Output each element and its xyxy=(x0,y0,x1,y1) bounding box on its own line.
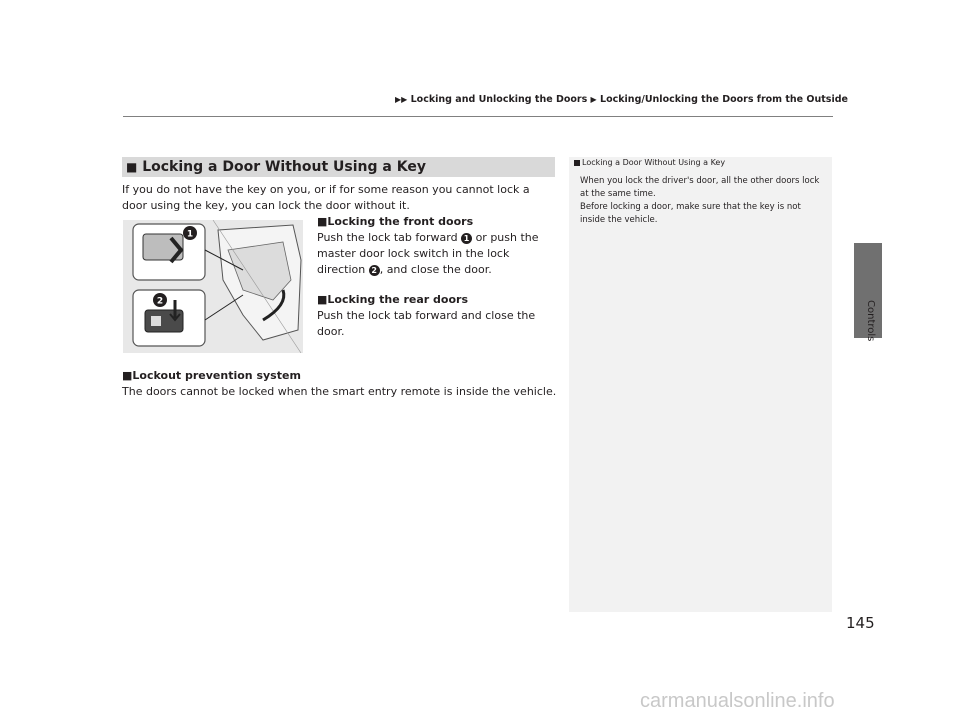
intro-paragraph: If you do not have the key on you, or if for some reason you cannot lock a door using the key, you can lock the door without it. xyxy=(122,183,530,212)
front-doors-block xyxy=(317,214,557,278)
step-2-badge: 2 xyxy=(369,265,380,276)
sub-marker: ■ xyxy=(317,215,328,228)
note-body xyxy=(580,175,825,227)
rear-doors-heading xyxy=(317,292,557,308)
watermark: carmanualsonline.info xyxy=(640,690,835,712)
breadcrumb-item-1[interactable]: Locking and Unlocking the Doors xyxy=(410,94,588,105)
arrow-icon: ▶ xyxy=(590,95,597,104)
callout-2: 2 xyxy=(156,296,164,307)
front-doors-text-2: or push the master door lock switch in the lock direction xyxy=(317,231,539,276)
front-doors-heading xyxy=(317,214,557,230)
door-lock-illustration xyxy=(123,220,303,353)
callout-1: 1 xyxy=(186,229,194,240)
lockout-heading xyxy=(122,368,562,384)
lockout-title: Lockout prevention system xyxy=(132,369,301,382)
lockout-text: The doors cannot be locked when the smart entry remote is inside the vehicle. xyxy=(122,385,557,398)
door-lock-drawing xyxy=(123,220,303,353)
page-number: 145 xyxy=(846,614,875,632)
rear-doors-title: Locking the rear doors xyxy=(327,293,469,306)
rear-doors-block xyxy=(317,292,557,340)
front-doors-text-3: , and close the door. xyxy=(379,263,492,276)
lockout-block xyxy=(122,368,562,400)
front-doors-title: Locking the front doors xyxy=(327,215,474,228)
note-icon xyxy=(574,160,580,166)
note-title xyxy=(574,158,725,167)
section-marker: ■ xyxy=(126,160,138,174)
double-arrow-icon: ▶▶ xyxy=(395,95,408,104)
sub-marker: ■ xyxy=(317,293,328,306)
header-divider xyxy=(123,116,833,117)
note-line-2: Before locking a door, make sure that the key is not inside the vehicle. xyxy=(580,202,801,225)
rear-doors-text: Push the lock tab forward and close the door. xyxy=(317,309,536,338)
sub-marker: ■ xyxy=(122,369,133,382)
section-heading xyxy=(122,157,555,177)
step-1-badge: 1 xyxy=(461,233,472,244)
breadcrumb xyxy=(395,94,848,105)
chapter-tab-label[interactable]: Controls xyxy=(865,300,876,342)
note-title-text: Locking a Door Without Using a Key xyxy=(582,158,726,167)
note-line-1: When you lock the driver's door, all the other doors lock at the same time. xyxy=(580,176,820,199)
front-doors-text-1: Push the lock tab forward xyxy=(317,231,462,244)
front-doors-text xyxy=(317,230,557,278)
section-title: Locking a Door Without Using a Key xyxy=(142,159,426,175)
breadcrumb-item-2[interactable]: Locking/Unlocking the Doors from the Outside xyxy=(600,94,848,105)
